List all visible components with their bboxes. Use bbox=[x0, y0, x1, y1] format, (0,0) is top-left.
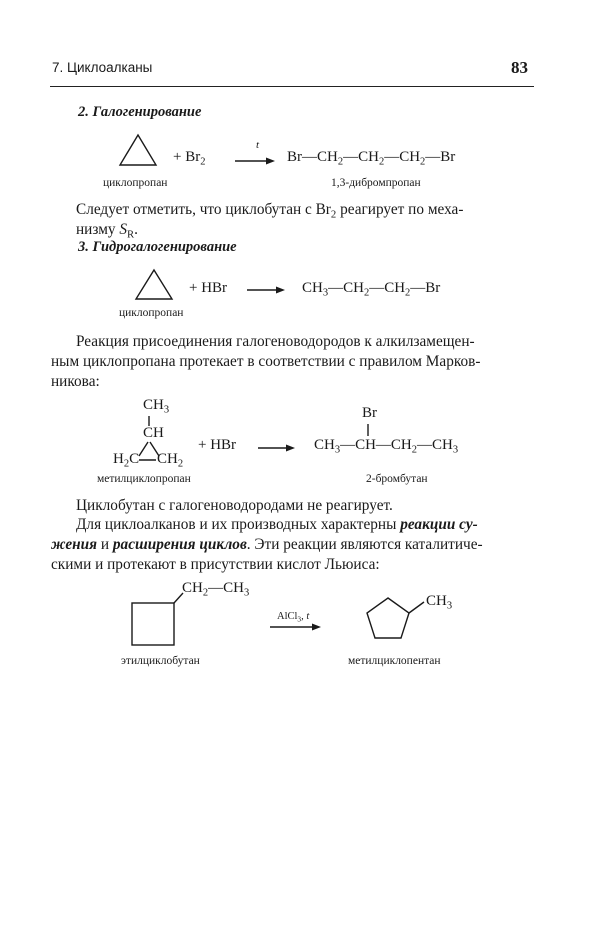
para-cyclobutane: Циклобутан с галогеноводородами не реагирует. bbox=[76, 497, 393, 514]
reaction-arrow-1 bbox=[235, 156, 275, 166]
methyl-substituent: $CH_3$ bbox=[426, 593, 453, 612]
para-ring-line-3: скими и протекают в присутствии кислот Льюиса: bbox=[51, 556, 380, 573]
para-markovnikov-line-2: ным циклопропана протекает в соответствии с правилом Марков- bbox=[51, 353, 481, 370]
cyclobutane-square bbox=[132, 603, 174, 645]
methylcyclopropane-ch3: $CH_3$ bbox=[143, 397, 170, 416]
methylcyclopropane-ch: CH bbox=[143, 425, 164, 441]
cyclopropane-triangle bbox=[136, 270, 172, 299]
note-line-2: низму $S_R$. bbox=[76, 221, 138, 241]
caption-dibromopropane: 1,3-дибромпропан bbox=[331, 177, 421, 189]
reagent-hbr: + HBr bbox=[189, 280, 228, 296]
product-dibromopropane: $Br—CH_2—CH_2—CH_2—Br$ bbox=[287, 149, 456, 168]
reagent-br2: + $Br_2$ bbox=[173, 149, 206, 168]
caption-methylcyclopentane: метилциклопентан bbox=[348, 655, 441, 667]
methylcyclopropane-ch2: $CH_2$ bbox=[157, 451, 184, 470]
cyclopentane-ring bbox=[367, 598, 409, 638]
cyclopropane-structure-1 bbox=[118, 133, 158, 169]
bond-ring-ch3 bbox=[409, 602, 424, 613]
product-2-bromobutane: $CH_3—CH—CH_2—CH_3$ bbox=[314, 437, 459, 456]
section-heading-halogenation: 2. Галогенирование bbox=[78, 104, 202, 120]
para-markovnikov-line-3: никова: bbox=[51, 373, 100, 390]
arrow-condition-t: t bbox=[256, 139, 260, 151]
running-header-chapter: 7. Циклоалканы bbox=[52, 60, 153, 75]
caption-cyclopropane-2: циклопропан bbox=[119, 307, 184, 319]
cyclopropane-structure-2 bbox=[134, 268, 174, 302]
page-number: 83 bbox=[511, 58, 528, 77]
reaction-arrow-2 bbox=[247, 285, 287, 295]
bond-ch-left bbox=[139, 442, 148, 456]
ethylcyclobutane-structure bbox=[130, 590, 190, 650]
product-br-atom: Br bbox=[362, 405, 377, 421]
note-line-1: Следует отметить, что циклобутан с $Br_2$ реагирует по меха- bbox=[76, 201, 464, 221]
caption-ethylcyclobutane: этилциклобутан bbox=[121, 655, 200, 667]
product-bromopropane: $CH_3—CH_2—CH_2—Br$ bbox=[302, 280, 441, 299]
reagent-hbr-2: + HBr bbox=[198, 437, 237, 453]
caption-cyclopropane-1: циклопропан bbox=[103, 177, 168, 189]
caption-2-bromobutane: 2-бромбутан bbox=[366, 473, 428, 485]
caption-methylcyclopropane: метилциклопропан bbox=[97, 473, 191, 485]
para-markovnikov-line-1: Реакция присоединения галогеноводородов к алкилзамещен- bbox=[76, 333, 475, 350]
para-ring-line-1: Для циклоалканов и их производных характерны реакции су- bbox=[76, 516, 478, 533]
cyclopropane-triangle bbox=[120, 135, 156, 165]
section-heading-hydrohalogenation: 3. Гидрогалогенирование bbox=[78, 239, 237, 255]
reaction-arrow-3 bbox=[258, 443, 298, 453]
para-ring-line-2: жения и расширения циклов. Эти реакции являются каталитиче- bbox=[51, 536, 483, 553]
catalyst-label: AlCl$_3$, t bbox=[277, 611, 310, 624]
reaction-arrow-4 bbox=[270, 622, 325, 632]
ethyl-substituent: $CH_2—CH_3$ bbox=[182, 580, 250, 599]
header-rule bbox=[50, 86, 534, 87]
methylcyclopropane-h2c: $H_2C$ bbox=[113, 451, 140, 470]
